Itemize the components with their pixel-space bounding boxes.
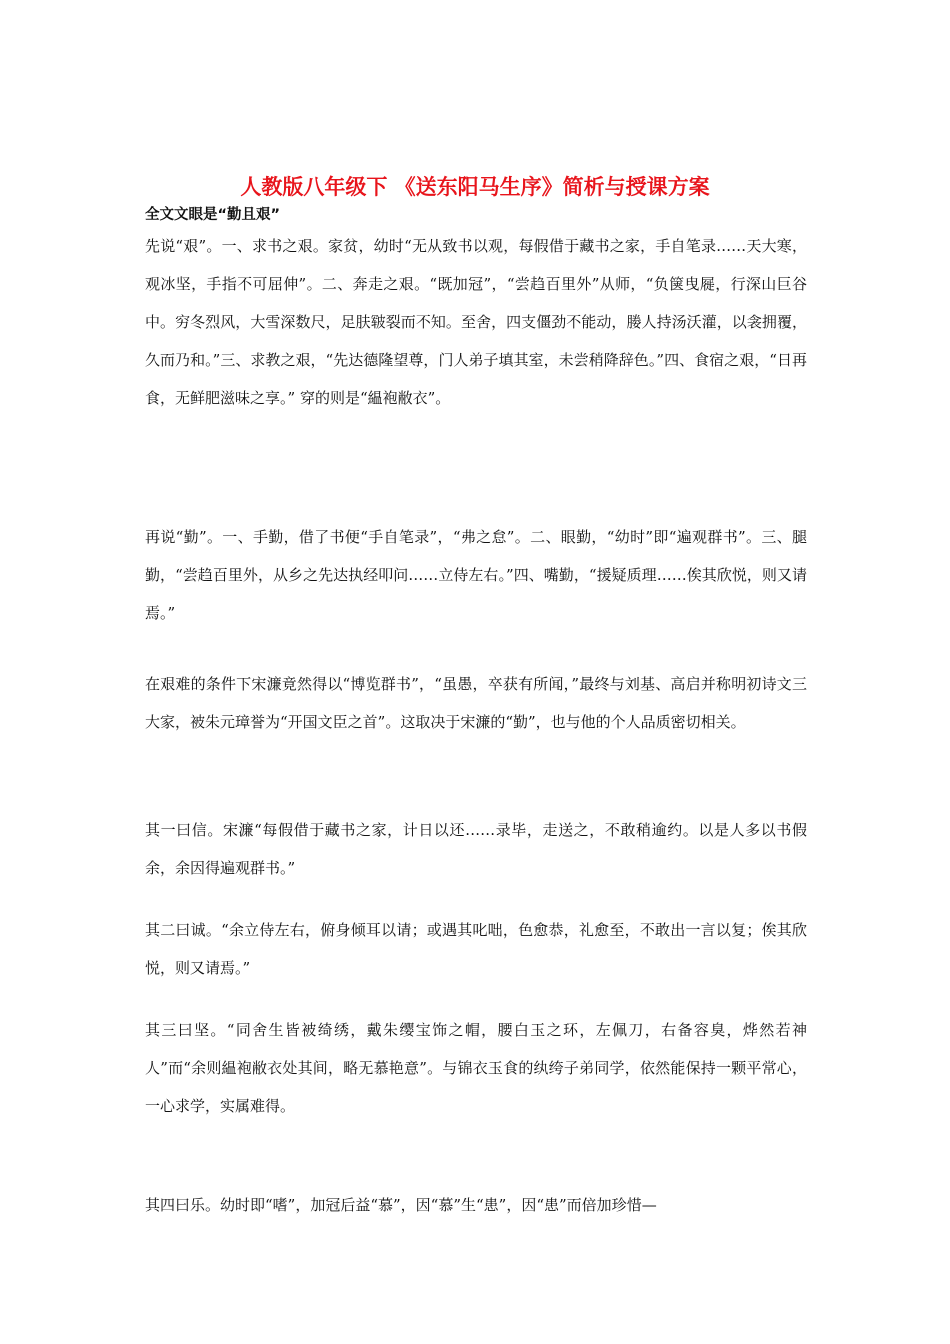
document-title: 人教版八年级下 《送东阳马生序》简析与授课方案	[240, 175, 710, 199]
document-subtitle: 全文文眼是“勤且艰”	[145, 207, 281, 223]
paragraph-diligence: 再说“勤”。一、手勤，借了书便“手自笔录”，“弗之怠”。二、眼勤，“幼时”即“遍观群书”。三、腿勤，“尝趋百里外，从乡之先达执经叩问……立侍左右。”四、嘴勤，“援疑质理……俟其欣悦，则又请焉。”	[145, 528, 807, 622]
paragraph-hardship: 先说“艰”。一、求书之艰。家贫，幼时“无从致书以观，每假借于藏书之家，手自笔录……天大寒，观冰坚，手指不可屈伸”。二、奔走之艰。“既加冠”，“尝趋百里外”从师，“负箧曳屣，行深山巨谷中。穷冬烈风，大雪深数尺，足肤皲裂而不知。至舍，四支僵劲不能动，媵人持汤沃灌，以衾拥覆，久而乃和。”三、求教之艰，“先达德隆望尊，门人弟子填其室，未尝稍降辞色。”四、食宿之艰，“日再食，无鲜肥滋味之享。” 穿的则是“緼袍敝衣”。	[145, 237, 807, 407]
paragraph-trust: 其一曰信。宋濂“每假借于藏书之家，计日以还……录毕，走送之，不敢稍逾约。以是人多以书假余，余因得遍观群书。”	[145, 821, 807, 877]
paragraph-joy: 其四曰乐。幼时即“嗜”，加冠后益“慕”，因“慕”生“患”，因“患”而倍加珍惜—	[145, 1196, 657, 1214]
paragraph-sincerity: 其二曰诚。“余立侍左右，俯身倾耳以请；或遇其叱咄，色愈恭，礼愈至，不敢出一言以复；俟其欣悦，则又请焉。”	[145, 921, 807, 977]
paragraph-perseverance: 其三曰坚。“同舍生皆被绮绣，戴朱缨宝饰之帽，腰白玉之环，左佩刀，右备容臭，烨然若神人”而“余则緼袍敝衣处其间，略无慕艳意”。与锦衣玉食的纨绔子弟同学，依然能保持一颗平常心，一心求学，实属难得。	[145, 1021, 807, 1115]
paragraph-achievement: 在艰难的条件下宋濂竟然得以“博览群书”，“虽愚，卒获有所闻，”最终与刘基、高启并称明初诗文三大家，被朱元璋誉为“开国文臣之首”。这取决于宋濂的“勤”，也与他的个人品质密切相关。	[145, 675, 807, 731]
